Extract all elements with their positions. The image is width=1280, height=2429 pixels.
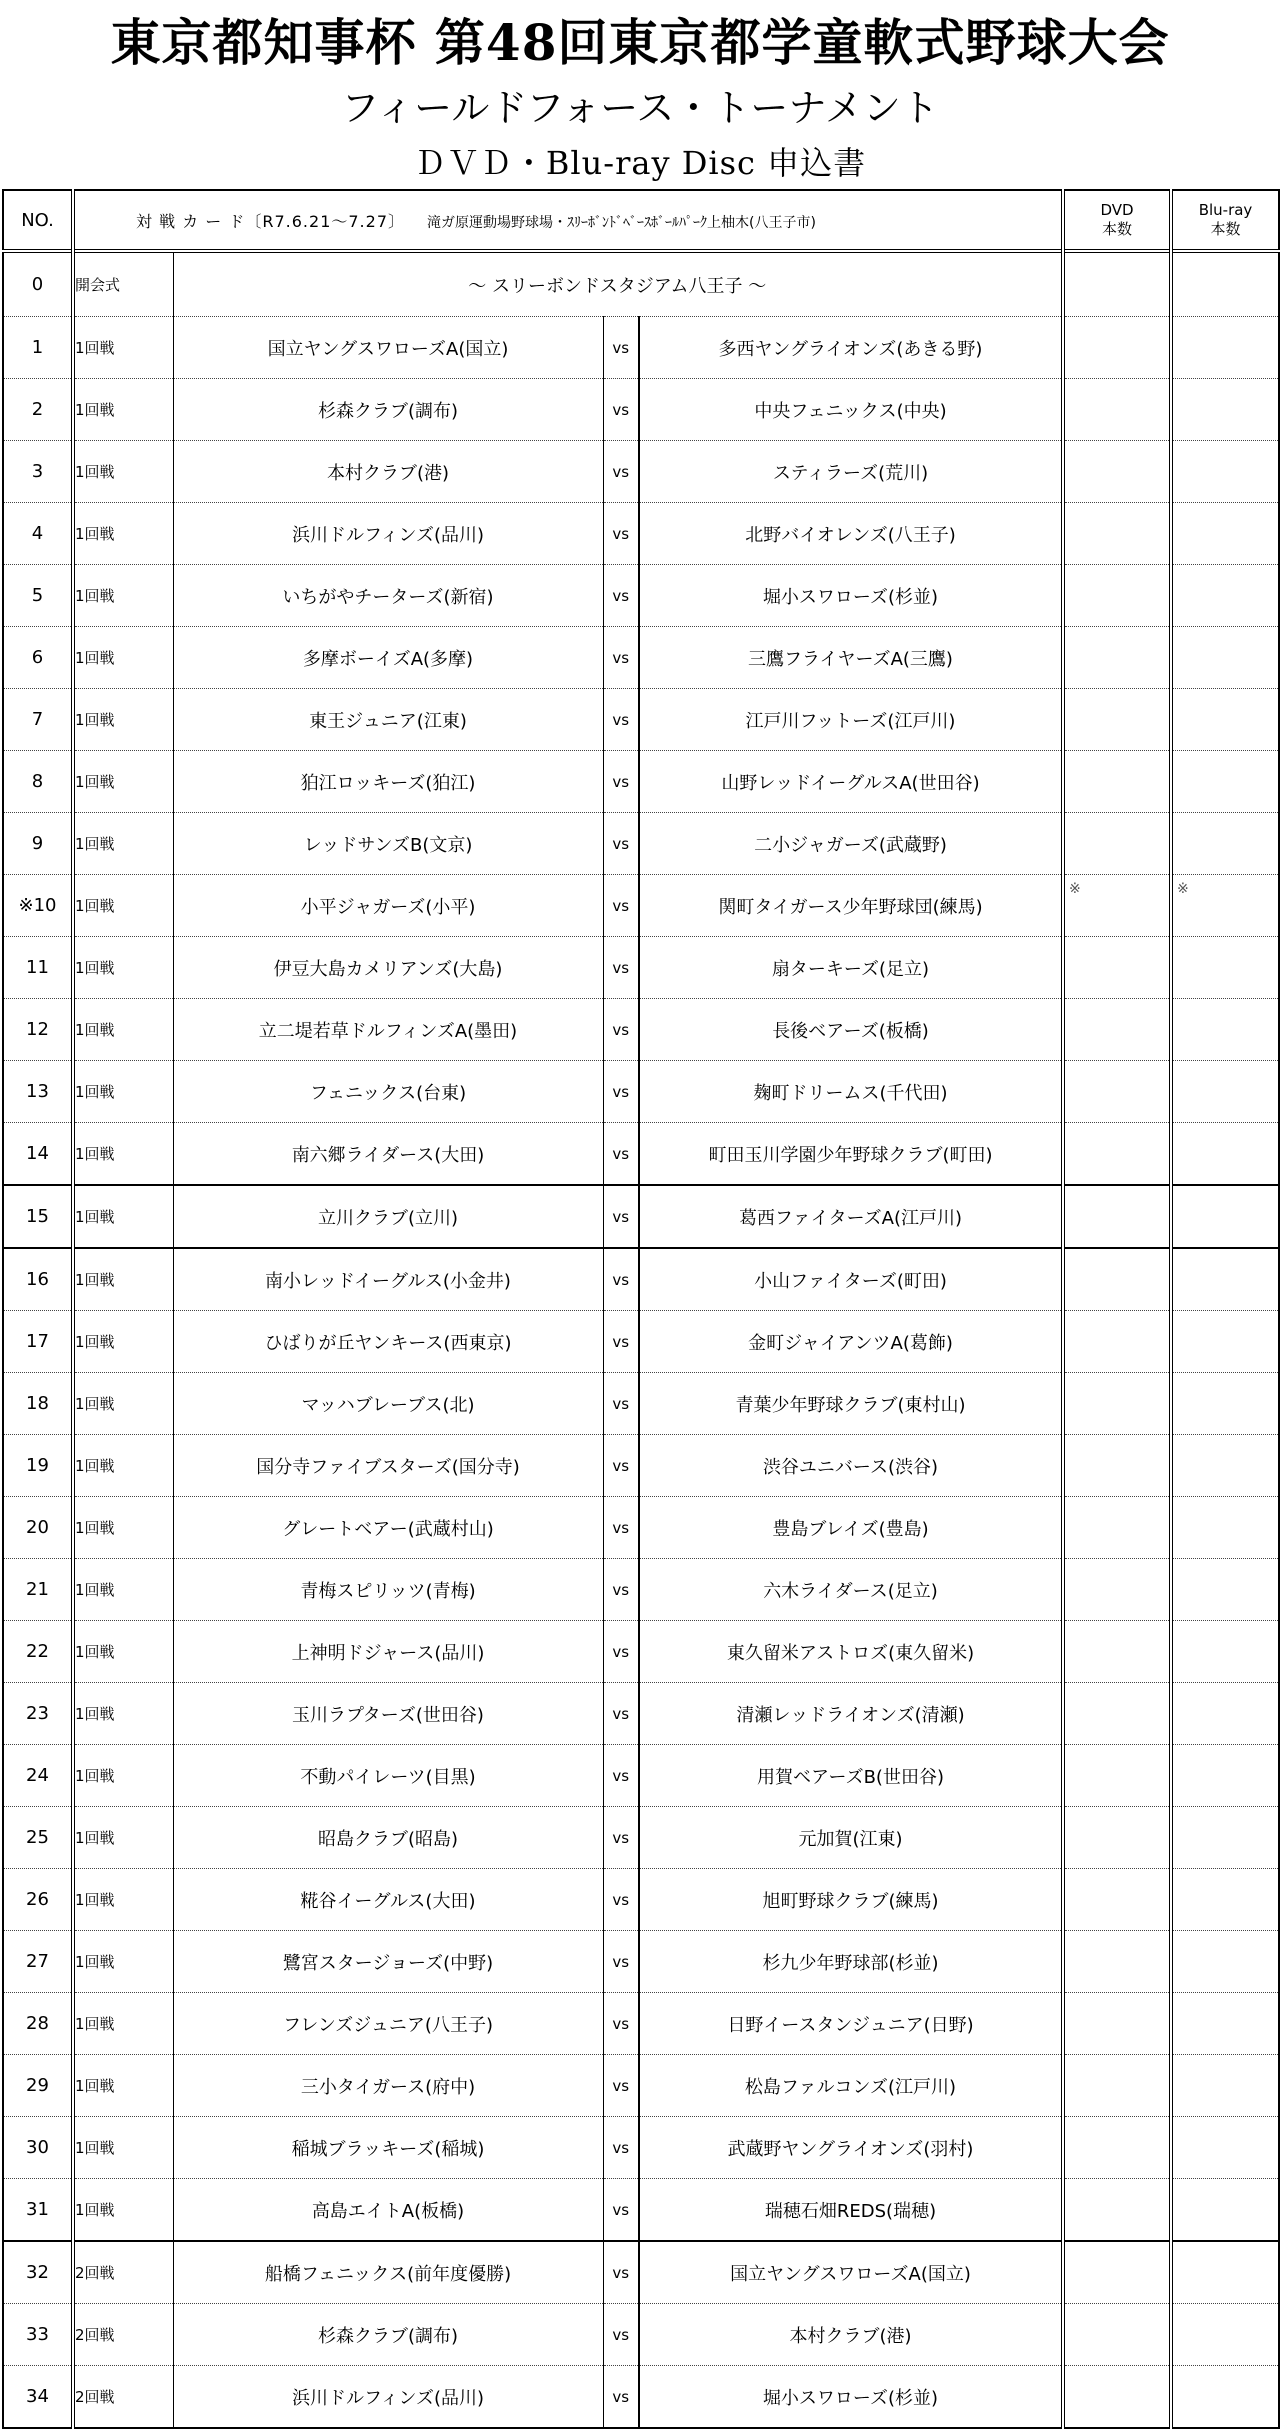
vs-label: vs [603, 1311, 639, 1373]
match-row [3, 441, 1279, 503]
row-round: 2回戦 [73, 2304, 173, 2366]
vs-label: vs [603, 1435, 639, 1497]
team-home: 多摩ボーイズA(多摩) [173, 627, 603, 689]
dvd-count-cell[interactable] [1063, 627, 1171, 689]
row-round: 1回戦 [73, 937, 173, 999]
team-home: マッハブレーブス(北) [173, 1373, 603, 1435]
match-row [3, 627, 1279, 689]
vs-label: vs [603, 1683, 639, 1745]
row-round: 1回戦 [73, 503, 173, 565]
row-no: 26 [3, 1869, 73, 1931]
dvd-count-cell[interactable] [1063, 1621, 1171, 1683]
row-no: 17 [3, 1311, 73, 1373]
row-round: 1回戦 [73, 999, 173, 1061]
match-row [3, 503, 1279, 565]
team-away: 青葉少年野球クラブ(東村山) [639, 1373, 1063, 1435]
row-no: 8 [3, 751, 73, 813]
page-subtitle: フィールドフォース・トーナメント [341, 86, 939, 130]
header-row [3, 190, 1279, 251]
team-away: 多西ヤングライオンズ(あきる野) [639, 317, 1063, 379]
vs-label: vs [603, 1559, 639, 1621]
row-no: 27 [3, 1931, 73, 1993]
dvd-count-cell[interactable] [1063, 1311, 1171, 1373]
row-round: 1回戦 [73, 1683, 173, 1745]
row-no: 1 [3, 317, 73, 379]
header-matchup-label: 対 戦 カ ー ド〔R7.6.21～7.27〕 [136, 211, 405, 231]
row-round: 1回戦 [73, 1807, 173, 1869]
vs-label: vs [603, 1061, 639, 1123]
team-away: 長後ベアーズ(板橋) [639, 999, 1063, 1061]
vs-label: vs [603, 1745, 639, 1807]
row-round: 1回戦 [73, 2117, 173, 2179]
bluray-count-cell[interactable] [1171, 1373, 1279, 1435]
row-no: 5 [3, 565, 73, 627]
team-home: 船橋フェニックス(前年度優勝) [173, 2241, 603, 2304]
bluray-count-cell[interactable] [1171, 1869, 1279, 1931]
team-away: 渋谷ユニバース(渋谷) [639, 1435, 1063, 1497]
vs-label: vs [603, 1248, 639, 1311]
form-title: ＤＶＤ・Blu-ray Disc 申込書 [413, 144, 867, 182]
dvd-count-cell[interactable] [1063, 441, 1171, 503]
match-row [3, 1435, 1279, 1497]
dvd-count-cell[interactable] [1063, 379, 1171, 441]
vs-label: vs [603, 689, 639, 751]
order-form-table [2, 189, 1280, 2429]
vs-label: vs [603, 2241, 639, 2304]
team-away: 麹町ドリームス(千代田) [639, 1061, 1063, 1123]
team-home: 浜川ドルフィンズ(品川) [173, 503, 603, 565]
match-row [3, 2241, 1279, 2304]
dvd-count-cell[interactable] [1063, 2366, 1171, 2429]
team-away: 扇ターキーズ(足立) [639, 937, 1063, 999]
vs-label: vs [603, 1931, 639, 1993]
team-home: 不動パイレーツ(目黒) [173, 1745, 603, 1807]
team-away: 堀小スワローズ(杉並) [639, 565, 1063, 627]
team-away: 北野バイオレンズ(八王子) [639, 503, 1063, 565]
vs-label: vs [603, 1497, 639, 1559]
row-round: 1回戦 [73, 441, 173, 503]
dvd-count-cell[interactable] [1063, 1745, 1171, 1807]
vs-label: vs [603, 1993, 639, 2055]
match-row [3, 1621, 1279, 1683]
bluray-count-cell[interactable] [1171, 1745, 1279, 1807]
row-no: 25 [3, 1807, 73, 1869]
row-round: 1回戦 [73, 317, 173, 379]
row-no: 33 [3, 2304, 73, 2366]
match-row [3, 751, 1279, 813]
team-home: 南小レッドイーグルス(小金井) [173, 1248, 603, 1311]
bluray-count-cell[interactable] [1171, 627, 1279, 689]
dvd-count-cell[interactable] [1063, 1248, 1171, 1311]
bluray-count-cell[interactable]: ※ [1171, 875, 1279, 937]
bluray-count-cell[interactable] [1171, 751, 1279, 813]
row-round: 1回戦 [73, 1931, 173, 1993]
team-away: 金町ジャイアンツA(葛飾) [639, 1311, 1063, 1373]
row-no: 4 [3, 503, 73, 565]
team-away: 本村クラブ(港) [639, 2304, 1063, 2366]
row-round: 1回戦 [73, 813, 173, 875]
match-row [3, 1559, 1279, 1621]
team-away: 堀小スワローズ(杉並) [639, 2366, 1063, 2429]
opening-ceremony-row [3, 251, 1279, 317]
team-home: 小平ジャガーズ(小平) [173, 875, 603, 937]
vs-label: vs [603, 503, 639, 565]
match-row [3, 813, 1279, 875]
dvd-count-cell[interactable] [1063, 1373, 1171, 1435]
vs-label: vs [603, 627, 639, 689]
row-no: 34 [3, 2366, 73, 2429]
bluray-count-cell[interactable] [1171, 2241, 1279, 2304]
row-no: 19 [3, 1435, 73, 1497]
team-away: 葛西ファイターズA(江戸川) [639, 1185, 1063, 1248]
row-round: 1回戦 [73, 1311, 173, 1373]
vs-label: vs [603, 751, 639, 813]
header-dvd-label: DVD [1100, 201, 1134, 219]
team-away: 中央フェニックス(中央) [639, 379, 1063, 441]
row-no: 11 [3, 937, 73, 999]
team-away: スティラーズ(荒川) [639, 441, 1063, 503]
vs-label: vs [603, 1869, 639, 1931]
row-round: 1回戦 [73, 1621, 173, 1683]
row-round: 1回戦 [73, 2055, 173, 2117]
row-round: 1回戦 [73, 379, 173, 441]
team-away: 国立ヤングスワローズA(国立) [639, 2241, 1063, 2304]
team-away: 小山ファイターズ(町田) [639, 1248, 1063, 1311]
team-away: 松島ファルコンズ(江戸川) [639, 2055, 1063, 2117]
bluray-count-cell[interactable] [1171, 1559, 1279, 1621]
row-no: 3 [3, 441, 73, 503]
bluray-count-cell[interactable] [1171, 2179, 1279, 2242]
bluray-count-cell[interactable] [1171, 2055, 1279, 2117]
team-away: 元加賀(江東) [639, 1807, 1063, 1869]
vs-label: vs [603, 1373, 639, 1435]
row-no: 24 [3, 1745, 73, 1807]
team-home: 本村クラブ(港) [173, 441, 603, 503]
team-away: 旭町野球クラブ(練馬) [639, 1869, 1063, 1931]
row-round: 1回戦 [73, 627, 173, 689]
match-row [3, 379, 1279, 441]
team-home: 浜川ドルフィンズ(品川) [173, 2366, 603, 2429]
match-row [3, 1248, 1279, 1311]
team-home: ひばりが丘ヤンキース(西東京) [173, 1311, 603, 1373]
team-home: 立川クラブ(立川) [173, 1185, 603, 1248]
team-home: 国立ヤングスワローズA(国立) [173, 317, 603, 379]
dvd-count-cell[interactable] [1063, 2179, 1171, 2242]
team-away: 山野レッドイーグルスA(世田谷) [639, 751, 1063, 813]
header-dvd-count [1063, 190, 1171, 251]
team-home: フレンズジュニア(八王子) [173, 1993, 603, 2055]
team-home: 糀谷イーグルス(大田) [173, 1869, 603, 1931]
row-no: 7 [3, 689, 73, 751]
row-no: 9 [3, 813, 73, 875]
team-home: 鷺宮スタージョーズ(中野) [173, 1931, 603, 1993]
dvd-count-cell[interactable] [1063, 1123, 1171, 1186]
dvd-count-cell[interactable] [1063, 1497, 1171, 1559]
bluray-count-cell[interactable] [1171, 317, 1279, 379]
row-no: 0 [3, 251, 73, 317]
dvd-count-cell[interactable] [1063, 251, 1171, 317]
match-row [3, 1185, 1279, 1248]
row-no: 16 [3, 1248, 73, 1311]
dvd-count-cell[interactable] [1063, 1435, 1171, 1497]
team-home: 杉森クラブ(調布) [173, 2304, 603, 2366]
row-round: 1回戦 [73, 1745, 173, 1807]
team-away: 武蔵野ヤングライオンズ(羽村) [639, 2117, 1063, 2179]
vs-label: vs [603, 2117, 639, 2179]
bluray-count-cell[interactable] [1171, 2366, 1279, 2429]
dvd-count-cell[interactable] [1063, 751, 1171, 813]
bluray-count-cell[interactable] [1171, 503, 1279, 565]
bluray-count-cell[interactable] [1171, 441, 1279, 503]
dvd-count-cell[interactable] [1063, 937, 1171, 999]
match-row [3, 2366, 1279, 2429]
row-round: 2回戦 [73, 2241, 173, 2304]
dvd-count-cell[interactable] [1063, 1807, 1171, 1869]
row-round: 1回戦 [73, 751, 173, 813]
header-matchup [73, 190, 1063, 251]
match-row [3, 1497, 1279, 1559]
team-home: 三小タイガース(府中) [173, 2055, 603, 2117]
team-home: 伊豆大島カメリアンズ(大島) [173, 937, 603, 999]
row-round: 1回戦 [73, 1993, 173, 2055]
team-away: 瑞穂石畑REDS(瑞穂) [639, 2179, 1063, 2242]
vs-label: vs [603, 565, 639, 627]
team-home: 高島エイトA(板橋) [173, 2179, 603, 2242]
bluray-count-cell[interactable] [1171, 565, 1279, 627]
bluray-count-cell[interactable] [1171, 1123, 1279, 1186]
row-no: 32 [3, 2241, 73, 2304]
row-no: 6 [3, 627, 73, 689]
team-away: 江戸川フットーズ(江戸川) [639, 689, 1063, 751]
team-home: フェニックス(台東) [173, 1061, 603, 1123]
dvd-count-cell[interactable] [1063, 1993, 1171, 2055]
team-away: 六木ライダース(足立) [639, 1559, 1063, 1621]
team-home: 国分寺ファイブスターズ(国分寺) [173, 1435, 603, 1497]
team-away: 三鷹フライヤーズA(三鷹) [639, 627, 1063, 689]
row-no: ※10 [3, 875, 73, 937]
bluray-count-cell[interactable] [1171, 813, 1279, 875]
row-round: 2回戦 [73, 2366, 173, 2429]
bluray-count-cell[interactable] [1171, 1185, 1279, 1248]
bluray-count-cell[interactable] [1171, 1621, 1279, 1683]
dvd-count-cell[interactable] [1063, 1869, 1171, 1931]
bluray-count-cell[interactable] [1171, 1683, 1279, 1745]
dvd-count-cell[interactable] [1063, 813, 1171, 875]
row-no: 13 [3, 1061, 73, 1123]
row-no: 23 [3, 1683, 73, 1745]
team-home: 玉川ラプターズ(世田谷) [173, 1683, 603, 1745]
match-row [3, 1931, 1279, 1993]
header-bluray-count [1171, 190, 1279, 251]
dvd-count-cell[interactable] [1063, 2304, 1171, 2366]
bluray-count-cell[interactable] [1171, 2117, 1279, 2179]
dvd-count-cell[interactable] [1063, 2055, 1171, 2117]
team-home: 南六郷ライダース(大田) [173, 1123, 603, 1186]
dvd-count-cell[interactable] [1063, 2117, 1171, 2179]
match-row [3, 1993, 1279, 2055]
bluray-count-cell[interactable] [1171, 1248, 1279, 1311]
match-row [3, 689, 1279, 751]
match-row [3, 1807, 1279, 1869]
dvd-count-cell[interactable] [1063, 1683, 1171, 1745]
row-round: 1回戦 [73, 1559, 173, 1621]
dvd-count-cell[interactable]: ※ [1063, 875, 1171, 937]
bluray-count-cell[interactable] [1171, 1931, 1279, 1993]
dvd-count-cell[interactable] [1063, 1931, 1171, 1993]
match-row [3, 937, 1279, 999]
team-home: 立二堤若草ドルフィンズA(墨田) [173, 999, 603, 1061]
team-home: 稲城ブラッキーズ(稲城) [173, 2117, 603, 2179]
opening-venue: ～ スリーボンドスタジアム八王子 ～ [173, 251, 1063, 317]
vs-label: vs [603, 379, 639, 441]
match-row [3, 1683, 1279, 1745]
team-away: 関町タイガース少年野球団(練馬) [639, 875, 1063, 937]
bluray-count-cell[interactable] [1171, 251, 1279, 317]
dvd-count-cell[interactable] [1063, 317, 1171, 379]
match-row [3, 1311, 1279, 1373]
vs-label: vs [603, 813, 639, 875]
row-round: 1回戦 [73, 689, 173, 751]
team-away: 豊島ブレイズ(豊島) [639, 1497, 1063, 1559]
header-dvd-unit: 本数 [1101, 220, 1132, 238]
team-home: いちがやチーターズ(新宿) [173, 565, 603, 627]
dvd-count-cell[interactable] [1063, 503, 1171, 565]
row-no: 2 [3, 379, 73, 441]
team-home: 青梅スピリッツ(青梅) [173, 1559, 603, 1621]
dvd-count-cell[interactable] [1063, 565, 1171, 627]
header-venue: 滝ガ原運動場野球場・ｽﾘｰﾎﾞﾝﾄﾞﾍﾞｰｽﾎﾞｰﾙﾊﾟｰｸ上柚木(八王子市) [427, 214, 816, 231]
team-away: 杉九少年野球部(杉並) [639, 1931, 1063, 1993]
team-away: 用賀ベアーズB(世田谷) [639, 1745, 1063, 1807]
bluray-count-cell[interactable] [1171, 1061, 1279, 1123]
team-away: 町田玉川学園少年野球クラブ(町田) [639, 1123, 1063, 1186]
row-no: 21 [3, 1559, 73, 1621]
vs-label: vs [603, 999, 639, 1061]
dvd-count-cell[interactable] [1063, 1559, 1171, 1621]
row-round: 1回戦 [73, 1185, 173, 1248]
row-no: 18 [3, 1373, 73, 1435]
row-round: 開会式 [73, 251, 173, 317]
row-no: 30 [3, 2117, 73, 2179]
team-home: グレートベアー(武蔵村山) [173, 1497, 603, 1559]
vs-label: vs [603, 2179, 639, 2242]
header-no: NO. [3, 190, 73, 251]
row-round: 1回戦 [73, 1869, 173, 1931]
team-away: 清瀬レッドライオンズ(清瀬) [639, 1683, 1063, 1745]
match-row [3, 2055, 1279, 2117]
match-row [3, 317, 1279, 379]
row-round: 1回戦 [73, 565, 173, 627]
row-no: 12 [3, 999, 73, 1061]
team-home: 杉森クラブ(調布) [173, 379, 603, 441]
row-no: 14 [3, 1123, 73, 1186]
row-round: 1回戦 [73, 1061, 173, 1123]
bluray-count-cell[interactable] [1171, 1435, 1279, 1497]
match-row [3, 2117, 1279, 2179]
row-round: 1回戦 [73, 1435, 173, 1497]
row-no: 20 [3, 1497, 73, 1559]
match-row [3, 1123, 1279, 1186]
bluray-count-cell[interactable] [1171, 1807, 1279, 1869]
bluray-count-cell[interactable] [1171, 689, 1279, 751]
match-row [3, 1869, 1279, 1931]
bluray-count-cell[interactable] [1171, 1497, 1279, 1559]
bluray-count-cell[interactable] [1171, 1993, 1279, 2055]
match-row [3, 2304, 1279, 2366]
row-round: 1回戦 [73, 1123, 173, 1186]
bluray-count-cell[interactable] [1171, 1311, 1279, 1373]
team-home: 上神明ドジャース(品川) [173, 1621, 603, 1683]
match-row [3, 1373, 1279, 1435]
bluray-count-cell[interactable] [1171, 937, 1279, 999]
row-no: 29 [3, 2055, 73, 2117]
vs-label: vs [603, 875, 639, 937]
vs-label: vs [603, 937, 639, 999]
dvd-count-cell[interactable] [1063, 689, 1171, 751]
vs-label: vs [603, 2304, 639, 2366]
header-bluray-unit: 本数 [1210, 220, 1241, 238]
match-row [3, 2179, 1279, 2242]
team-home: レッドサンズB(文京) [173, 813, 603, 875]
vs-label: vs [603, 2366, 639, 2429]
vs-label: vs [603, 2055, 639, 2117]
page-title: 東京都知事杯 第48回東京都学童軟式野球大会 [110, 13, 1170, 72]
row-round: 1回戦 [73, 875, 173, 937]
row-no: 31 [3, 2179, 73, 2242]
team-home: 昭島クラブ(昭島) [173, 1807, 603, 1869]
dvd-count-cell[interactable] [1063, 999, 1171, 1061]
dvd-count-cell[interactable] [1063, 1185, 1171, 1248]
match-row [3, 999, 1279, 1061]
row-round: 1回戦 [73, 1497, 173, 1559]
match-row [3, 1745, 1279, 1807]
dvd-count-cell[interactable] [1063, 2241, 1171, 2304]
match-row [3, 875, 1279, 937]
match-row [3, 565, 1279, 627]
team-away: 二小ジャガーズ(武蔵野) [639, 813, 1063, 875]
row-round: 1回戦 [73, 1373, 173, 1435]
team-away: 東久留米アストロズ(東久留米) [639, 1621, 1063, 1683]
bluray-count-cell[interactable] [1171, 379, 1279, 441]
row-round: 1回戦 [73, 2179, 173, 2242]
vs-label: vs [603, 441, 639, 503]
team-home: 東王ジュニア(江東) [173, 689, 603, 751]
team-away: 日野イースタンジュニア(日野) [639, 1993, 1063, 2055]
vs-label: vs [603, 1185, 639, 1248]
vs-label: vs [603, 317, 639, 379]
bluray-count-cell[interactable] [1171, 999, 1279, 1061]
bluray-count-cell[interactable] [1171, 2304, 1279, 2366]
row-no: 28 [3, 1993, 73, 2055]
row-round: 1回戦 [73, 1248, 173, 1311]
vs-label: vs [603, 1621, 639, 1683]
dvd-count-cell[interactable] [1063, 1061, 1171, 1123]
vs-label: vs [603, 1123, 639, 1186]
team-home: 狛江ロッキーズ(狛江) [173, 751, 603, 813]
vs-label: vs [603, 1807, 639, 1869]
header-bluray-label: Blu-ray [1198, 201, 1253, 219]
row-no: 15 [3, 1185, 73, 1248]
row-no: 22 [3, 1621, 73, 1683]
match-row [3, 1061, 1279, 1123]
